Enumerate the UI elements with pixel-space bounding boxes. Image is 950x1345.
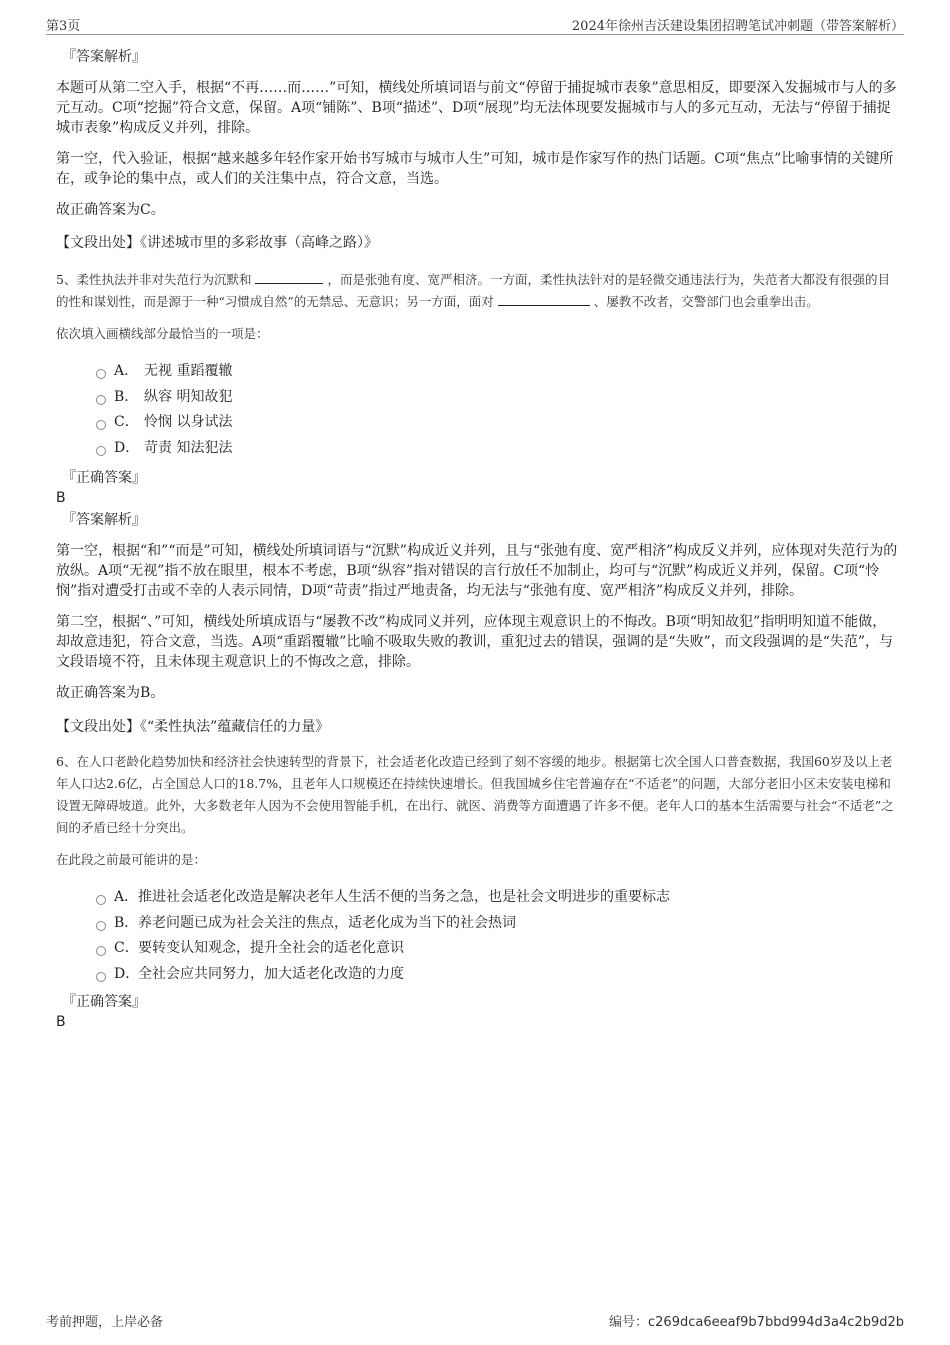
q6-option-b[interactable]: B．养老问题已成为社会关注的焦点，适老化成为当下的社会热词 xyxy=(56,911,898,937)
document-title: 2024年徐州吉沃建设集团招聘笔试冲刺题（带答案解析） xyxy=(571,19,904,34)
q5-answer: B xyxy=(56,490,66,506)
radio-button[interactable] xyxy=(96,369,106,379)
radio-button[interactable] xyxy=(96,946,106,956)
q5-option-b[interactable]: B． 纵容 明知故犯 xyxy=(56,385,898,411)
q6-answer-label: 『正确答案』 xyxy=(62,994,146,1010)
q5-analysis-label: 『答案解析』 xyxy=(62,512,146,528)
q5-option-c[interactable]: C． 怜悯 以身试法 xyxy=(56,410,898,436)
q6-option-a[interactable]: A．推进社会适老化改造是解决老年人生活不便的当务之急，也是社会文明进步的重要标志 xyxy=(56,885,898,911)
blank-1 xyxy=(255,271,323,284)
q5-prompt: 依次填入画横线部分最恰当的一项是： xyxy=(56,326,269,341)
radio-button[interactable] xyxy=(96,395,106,405)
radio-button[interactable] xyxy=(96,446,106,456)
q5-option-a[interactable]: A． 无视 重蹈覆辙 xyxy=(56,359,898,385)
q4-analysis-p1: 本题可从第二空入手，根据“不再……而……”可知，横线处所填词语与前文“停留于捕捉城市表象”意思相反，即要深入发掘城市与人的多元互动。C项“挖掘”符合文意，保留。A项“铺陈”、B项“描述”、D项“展现”均无法体现要发掘城市与人的多元互动，无法与“停留于捕捉城市表象”构成反义并列，排除。 xyxy=(56,80,897,136)
q5-analysis-p2: 第二空，根据“、”可知，横线处所填成语与“屡教不改”构成同义并列，应体现主观意识上的不悔改。B项“明知故犯”指明明知道不能做，却故意违犯，符合文意，当选。A项“重蹈覆辙”比喻不吸取失败的教训，重犯过去的错误，强调的是“失败”，而文段强调的是“失范”，与文段语境不符，且未体现主观意识上的不悔改之意，排除。 xyxy=(56,614,894,670)
q4-analysis-label: 『答案解析』 xyxy=(62,49,146,65)
q6-options xyxy=(56,885,898,987)
blank-2 xyxy=(498,293,590,306)
page-header xyxy=(46,14,904,35)
page-number: 第3页 xyxy=(46,19,81,34)
q6-answer: B xyxy=(56,1014,66,1030)
q5-answer-label: 『正确答案』 xyxy=(62,470,146,486)
q5-analysis-p1: 第一空，根据“和”“而是”可知，横线处所填词语与“沉默”构成近义并列，且与“张弛有度、宽严相济”构成反义并列，应体现对失范行为的放纵。A项“无视”指不放在眼里，根本不考虑，B项“纵容”指对错误的言行放任不加制止，均可与“沉默”构成近义并列，保留。C项“怜悯”指对遭受打击或不幸的人表示同情，D项“苛责”指过严地责备，均无法与“张弛有度、宽严相济”构成反义并列，排除。 xyxy=(56,543,898,599)
q4-analysis-p2: 第一空，代入验证，根据“越来越多年轻作家开始书写城市与城市人生”可知，城市是作家写作的热门话题。C项“焦点”比喻事情的关键所在，或争论的集中点，或人们的关注集中点，符合文意，当选。 xyxy=(56,151,894,187)
radio-button[interactable] xyxy=(96,895,106,905)
document-code: 编号：c269dca6eeaf9b7bbd994d3a4c2b9d2b xyxy=(609,1315,904,1330)
radio-button[interactable] xyxy=(96,921,106,931)
q6-option-d[interactable]: D．全社会应共同努力，加大适老化改造的力度 xyxy=(56,962,898,988)
q4-conclusion: 故正确答案为C。 xyxy=(56,202,165,218)
radio-button[interactable] xyxy=(96,420,106,430)
q6-stem: 6、在人口老龄化趋势加快和经济社会快速转型的背景下，社会适老化改造已经到了刻不容缓的地步。根据第七次全国人口普查数据，我国60岁及以上老年人口达2.6亿，占全国总人口的18.7%，且老年人口规模还在持续快速增长。但我国城乡住宅普遍存在“不适老”的问题，大部分老旧小区未安装电梯和设置无障碍坡道。此外，大多数老年人因为不会使用智能手机，在出行、就医、消费等方面遭遇了许多不便。老年人口的基本生活需要与社会“不适老”之间的矛盾已经十分突出。 xyxy=(56,754,894,835)
q5-source: 【文段出处】《“柔性执法”蕴藏信任的力量》 xyxy=(56,719,330,735)
q5-conclusion: 故正确答案为B。 xyxy=(56,685,165,701)
q6-option-c[interactable]: C．要转变认知观念，提升全社会的适老化意识 xyxy=(56,936,898,962)
q4-source: 【文段出处】《讲述城市里的多彩故事（高峰之路）》 xyxy=(56,235,378,251)
radio-button[interactable] xyxy=(96,972,106,982)
q6-prompt: 在此段之前最可能讲的是： xyxy=(56,852,207,867)
q5-options xyxy=(56,359,898,461)
page-content xyxy=(56,46,898,1031)
footer-slogan: 考前押题，上岸必备 xyxy=(46,1315,164,1330)
q5-option-d[interactable]: D． 苛责 知法犯法 xyxy=(56,436,898,462)
q5-stem: 5、柔性执法并非对失范行为沉默和 ，而是张弛有度、宽严相济。一方面，柔性执法针对的是轻微交通违法行为，失范者大都没有很强的目的性和谋划性，而是源于一种“习惯成自然”的无禁忌、无意识；另一方面，面对 、屡教不改者，交警部门也会重拳出击。 xyxy=(56,272,890,309)
